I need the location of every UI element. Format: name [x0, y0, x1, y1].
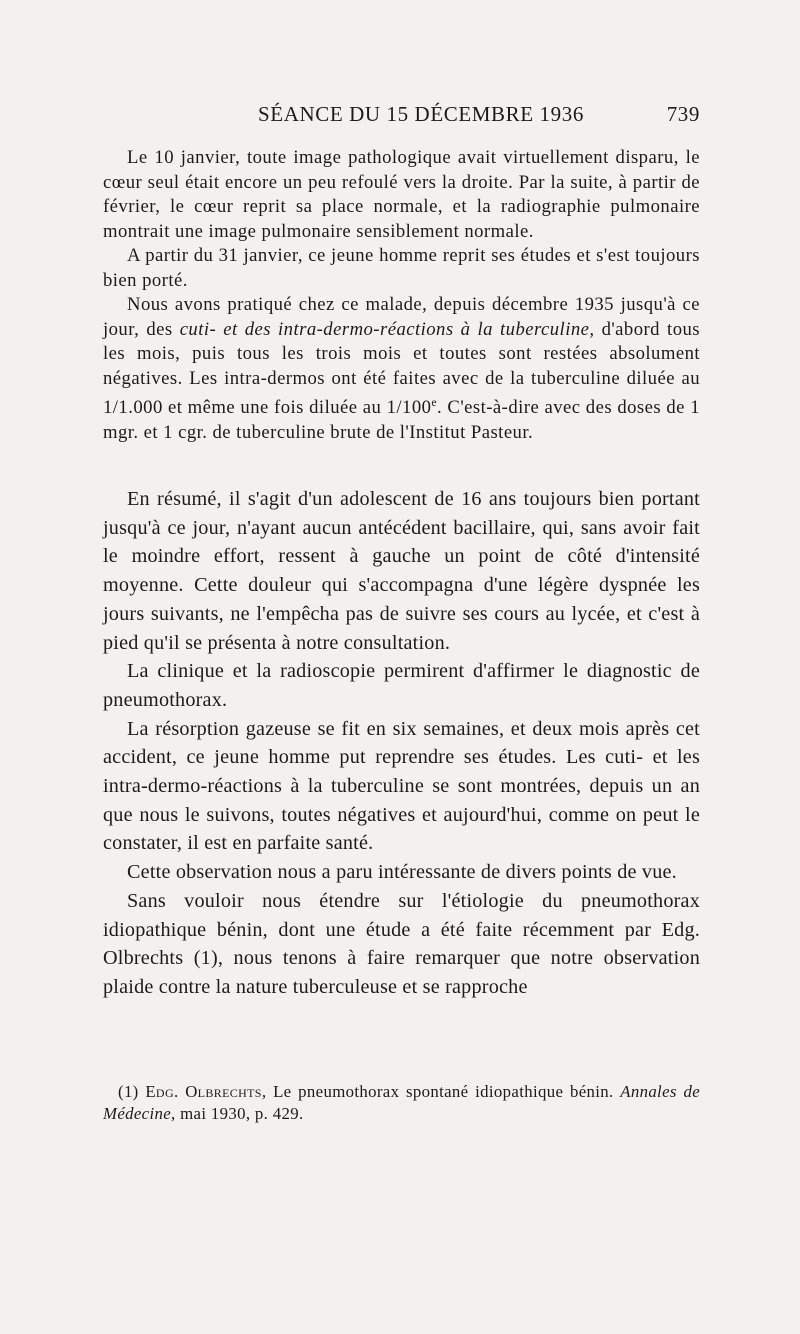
- footnote-details: , mai 1930, p. 429.: [171, 1103, 304, 1123]
- paragraph-3-emphasis: cuti- et des intra-dermo-réactions à la tuberculine,: [179, 318, 595, 340]
- footnote-marker: (1): [118, 1082, 146, 1101]
- paragraph-8: Sans vouloir nous étendre sur l'étiologie du pneumothorax idiopathique bénin, dont une étude a été faite récemment par Edg. Olbrechts (1), nous tenons à faire remarquer que notre observation plaide contre la nature tuberculeuse et se rapproche: [103, 889, 700, 998]
- footnote-text: [103, 1081, 700, 1124]
- footnote-journal: Annales de Médecine: [103, 1082, 700, 1123]
- paragraph-2: A partir du 31 janvier, ce jeune homme reprit ses études et s'est toujours bien porté.: [103, 245, 700, 291]
- summary-section: [103, 485, 700, 1002]
- running-header: [103, 102, 700, 132]
- paragraph-3-before: Nous avons pratiqué chez ce malade, depuis décembre 1935 jusqu'à ce jour, des: [103, 294, 700, 340]
- paragraph-3-after-2: . C'est-à-dire avec des doses de 1 mgr. et 1 cgr. de tuberculine brute de l'Institut Pasteur.: [103, 397, 700, 443]
- case-continuation: [103, 146, 700, 445]
- paragraph-3-superscript: e: [431, 396, 438, 409]
- paragraph-5: La clinique et la radioscopie permirent d'affirmer le diagnostic de pneumothorax.: [103, 660, 700, 711]
- paragraph-7: Cette observation nous a paru intéressante de divers points de vue.: [127, 861, 677, 884]
- paragraph-1: Le 10 janvier, toute image pathologique avait virtuellement disparu, le cœur seul était encore un peu refoulé vers la droite. Par la suite, à partir de février, le cœur reprit sa place normale, et la radiographie pulmonaire montrait une image pulmonaire sensiblement normale.: [103, 147, 700, 242]
- paragraph-3: [103, 293, 700, 445]
- paragraph-4: En résumé, il s'agit d'un adolescent de 16 ans toujours bien portant jusqu'à ce jour, n'ayant aucun antécédent bacillaire, qui, sans avoir fait le moindre effort, ressent à gauche un point de côté d'intensité moyenne. Cette douleur qui s'accompagna d'une légère dyspnée les jours suivants, ne l'empêcha pas de suivre ses cours au lycée, et c'est à pied qu'il se présenta à notre consultation.: [103, 488, 700, 654]
- paragraph-6: La résorption gazeuse se fit en six semaines, et deux mois après cet accident, ce jeune homme put reprendre ses études. Les cuti- et les intra-dermo-réactions à la tuberculine se sont montrées, depuis un an que nous le suivons, toutes négatives et aujourd'hui, comme on peut le constater, il est en parfaite santé.: [103, 717, 700, 855]
- footnote-title: , Le pneumothorax spontané idiopathique bénin.: [261, 1082, 621, 1101]
- footnote: [103, 1081, 700, 1124]
- footnote-author: Edg. Olbrechts: [145, 1082, 262, 1101]
- page-number: 739: [666, 102, 700, 126]
- header-title: SÉANCE DU 15 DÉCEMBRE 1936: [258, 102, 584, 126]
- paragraph-3-after-1: d'abord tous les mois, puis tous les trois mois et toutes sont restées absolument négatives. Les intra-dermos ont été faites avec de la tuberculine diluée au 1/1.000 et même une fois diluée au 1/100: [103, 318, 700, 419]
